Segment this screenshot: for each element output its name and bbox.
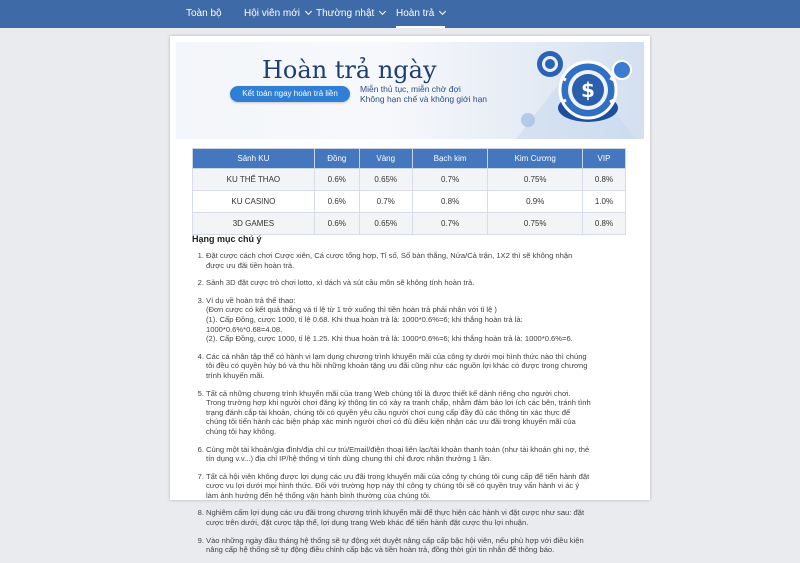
list-item [192, 251, 628, 270]
nav-tab-new-member[interactable]: Hội viên mới [244, 0, 311, 28]
note-line: được ưu đãi tiền hoàn trả. [206, 260, 295, 270]
table-cell: KU THỂ THAO [193, 169, 315, 191]
table-cell: 0.6% [314, 169, 359, 191]
note-line: (2). Cấp Đồng, cược 1000, tỉ lệ 1.25. Khi thua hoàn trả là: 1000*0.6%=6; khi thắng hoàn trả là: 1000*0.6%=6. [206, 334, 573, 344]
chevron-down-icon [379, 8, 386, 15]
table-cell: 0.75% [488, 213, 582, 235]
column-header: VIP [582, 149, 625, 169]
note-line: chúng tôi hay không. [206, 426, 277, 436]
list-item-number: 4. [197, 351, 204, 361]
list-item [192, 389, 628, 437]
top-nav [0, 0, 800, 28]
note-line: Trong trường hợp khi người chơi đăng ký thông tin có xảy ra tranh chấp, nhằm đảm bảo lợi ích các bên, tránh tình [206, 398, 591, 408]
table-cell: 1.0% [582, 191, 625, 213]
table-cell: 0.7% [412, 169, 488, 191]
list-item [192, 278, 628, 288]
table-cell: 0.7% [412, 213, 488, 235]
claim-rebate-button[interactable]: Kết toán ngay hoàn trả liền [230, 86, 350, 102]
table-cell: 0.75% [488, 169, 582, 191]
table-cell: 0.8% [582, 169, 625, 191]
table-row [193, 191, 626, 213]
promo-banner [176, 42, 644, 139]
note-line: trình khuyến mãi. [206, 370, 265, 380]
list-item-number: 9. [197, 535, 204, 545]
table-header-row [193, 149, 626, 169]
nav-tab-all[interactable]: Toàn bộ [186, 8, 222, 19]
note-line: tôi đều có quyền hủy bỏ và thu hồi những khoản tặng ưu đãi cũng như các nguồn lợi khác có được trong chương [206, 361, 588, 371]
note-line: Các cá nhân tập thể có hành vi lạm dụng chương trình khuyến mãi của công ty dưới mọi hình thức nào thì chúng [206, 351, 587, 361]
list-item [192, 352, 628, 381]
note-line: chúng tôi tiến hành các biện pháp xác minh người chơi có đủ điều kiện nhận các ưu đãi trong khuyến mãi của [206, 417, 576, 427]
note-line: Tất cả những chương trình khuyến mãi của trang Web chúng tôi là được thiết kế dành riêng cho người chơi. [206, 388, 571, 398]
list-item [192, 508, 628, 527]
note-line: cược vu lợi dưới mọi hình thức. Đối với trường hợp này thì công ty chúng tôi sẽ có quyền truy vấn hành vi ác ý [206, 481, 580, 491]
note-line: Nghiêm cấm lợi dụng các ưu đãi trong chương trình khuyến mãi để thực hiện các hành vi đặt cược như sau: đặt [206, 508, 585, 518]
nav-tab-daily[interactable]: Thường nhật [316, 0, 385, 28]
note-line: Đặt cược cách chơi Cược xiên, Cá cược tổng hợp, Tỉ số, Số bàn thắng, Nửa/Cả trận, 1X2 thì sẽ không nhận [206, 251, 573, 260]
rebate-rate-table [192, 148, 626, 235]
note-line: nâng cấp hệ thống sẽ tự động điều chỉnh cấp bậc và tiền hoàn trả, đồng thời gửi tin nhắn để thông báo. [206, 545, 555, 555]
table-cell: 0.8% [412, 191, 488, 213]
note-line: Tất cả hội viên không được lợi dụng các ưu đãi trong khuyến mãi của công ty chúng tôi cung cấp để tiến hành đặt [206, 471, 590, 481]
note-line: cược trên dưới, đặt cược tập thể, lợi dụng trang Web khác để tiến hành đặt cược thu lợi nhuận. [206, 518, 529, 528]
list-item [192, 536, 628, 555]
list-item [192, 445, 628, 464]
list-item-number: 1. [197, 251, 204, 260]
notes-list [192, 251, 628, 563]
list-item [192, 296, 628, 344]
promo-content [170, 36, 650, 555]
list-item-number: 2. [197, 278, 204, 288]
list-item-number: 5. [197, 388, 204, 398]
column-header: Đồng [314, 149, 359, 169]
note-line: tín dụng v.v...) địa chỉ IP/hệ thống vi tính dùng chung thì chỉ được nhận thưởng 1 lần. [206, 454, 492, 464]
table-row [193, 213, 626, 235]
note-line: trạng đánh cắp tài khoản, chúng tôi có quyền yêu cầu người chơi cung cấp đầy đủ các thông tin xác thực để [206, 407, 571, 417]
note-line: làm ảnh hưởng đến hệ thống vận hành bình thường của chúng tôi. [206, 490, 431, 500]
table-cell: 3D GAMES [193, 213, 315, 235]
banner-subtitle-1: Miễn thủ tục, miễn chờ đợi [360, 84, 461, 94]
list-item-number: 3. [197, 295, 204, 305]
column-header: Kim Cương [488, 149, 582, 169]
table-cell: 0.65% [359, 169, 412, 191]
list-item-number: 7. [197, 471, 204, 481]
list-item [192, 472, 628, 501]
table-cell: 0.65% [359, 213, 412, 235]
note-line: (Đơn cược có kết quả thắng và tỉ lệ từ 1 trở xuống thì tiền hoàn trả phải nhân với tỉ lệ ) [206, 305, 497, 315]
table-cell: 0.7% [359, 191, 412, 213]
chevron-down-icon [305, 8, 312, 15]
table-cell: 0.6% [314, 213, 359, 235]
column-header: Vàng [359, 149, 412, 169]
list-item-number: 8. [197, 508, 204, 518]
table-cell: KU CASINO [193, 191, 315, 213]
column-header: Bạch kim [412, 149, 488, 169]
casino-chips-illustration [506, 42, 646, 139]
table-cell: 0.9% [488, 191, 582, 213]
column-header: Sảnh KU [193, 149, 315, 169]
banner-subtitle-2: Không hạn chế và không giới hạn [360, 94, 488, 104]
table-cell: 0.6% [314, 191, 359, 213]
list-item-number: 6. [197, 444, 204, 454]
chevron-down-icon [439, 8, 446, 15]
svg-text:$: $ [581, 78, 595, 102]
notes-heading: Hạng mục chú ý [192, 234, 262, 244]
note-line: Ví dụ về hoàn trả thể thao: [206, 295, 296, 305]
nav-tab-rebate[interactable]: Hoàn trả [396, 0, 445, 28]
table-row [193, 169, 626, 191]
note-line: Sảnh 3D đặt cược trò chơi lotto, xì dách và sút cầu môn sẽ không tính hoàn trả. [206, 278, 475, 288]
note-line: (1). Cấp Đồng, cược 1000, tỉ lệ 0.68. Khi thua hoàn trả là: 1000*0.6%=6; khi thắng hoàn trả là: [206, 314, 523, 324]
note-line: Vào những ngày đầu tháng hệ thống sẽ tự động xét duyệt nâng cấp cấp bậc hội viên, nếu phù hợp với điều kiện [206, 535, 584, 545]
note-line: 1000*0.6%*0.68=4.08. [206, 324, 283, 334]
banner-title: Hoàn trả ngày [262, 56, 437, 84]
table-cell: 0.8% [582, 213, 625, 235]
note-line: Cùng một tài khoản/gia đình/địa chỉ cư trú/Email/điện thoại liên lạc/tài khoản thanh toán (như tài khoản ghi nợ, thẻ [206, 444, 590, 454]
